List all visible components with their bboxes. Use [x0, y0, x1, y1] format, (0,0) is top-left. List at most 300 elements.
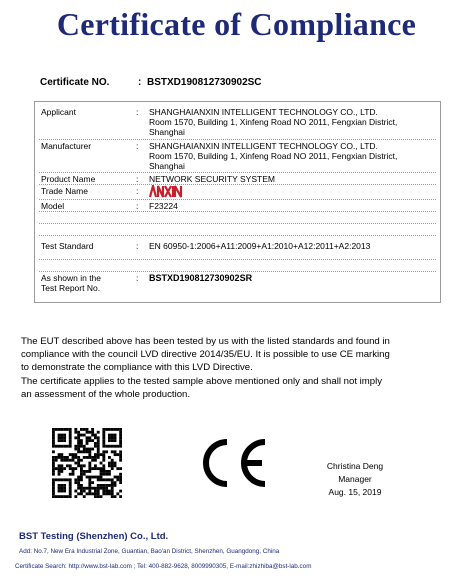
qr-module [94, 459, 97, 462]
qr-module [77, 478, 80, 481]
qr-module [86, 442, 89, 445]
qr-module [102, 473, 105, 476]
qr-module [111, 464, 114, 467]
qr-module [52, 492, 55, 495]
row-applicant [39, 106, 436, 140]
qr-module [116, 445, 119, 448]
row-colon: : [136, 241, 139, 251]
qr-module [100, 487, 103, 490]
qr-module [111, 445, 114, 448]
qr-module [114, 450, 117, 453]
qr-module [114, 434, 117, 437]
qr-module [58, 473, 61, 476]
qr-module [102, 439, 105, 442]
statement-line: compliance with the council LVD directive 2014/35/EU. It is possible to use CE marking [21, 349, 390, 361]
qr-module [100, 462, 103, 465]
qr-module [88, 453, 91, 456]
qr-module [69, 436, 72, 439]
qr-module [80, 470, 83, 473]
qr-module [60, 464, 63, 467]
qr-module [119, 467, 122, 470]
qr-module [83, 495, 86, 498]
qr-module [102, 487, 105, 490]
qr-module [111, 467, 114, 470]
qr-module [116, 478, 119, 481]
qr-module [63, 428, 66, 431]
qr-module [105, 487, 108, 490]
qr-module [100, 467, 103, 470]
qr-module [63, 490, 66, 493]
qr-module [105, 484, 108, 487]
signature-date: Aug. 15, 2019 [328, 487, 382, 497]
qr-module [97, 442, 100, 445]
qr-module [69, 484, 72, 487]
manufacturer-line: Shanghai [149, 161, 185, 171]
row-label [41, 273, 131, 293]
qr-module [63, 484, 66, 487]
qr-module [111, 450, 114, 453]
qr-module [114, 445, 117, 448]
qr-module [114, 439, 117, 442]
qr-module [52, 495, 55, 498]
trade-name-logo-mark [149, 185, 183, 198]
applicant-value [149, 107, 432, 137]
qr-module [69, 490, 72, 493]
qr-module [60, 487, 63, 490]
qr-module [100, 473, 103, 476]
qr-module [102, 434, 105, 437]
applicant-line: Shanghai [149, 127, 185, 137]
qr-module [69, 459, 72, 462]
qr-module [102, 478, 105, 481]
qr-module [94, 467, 97, 470]
qr-module [55, 445, 58, 448]
qr-module [105, 470, 108, 473]
qr-module [111, 428, 114, 431]
qr-module [58, 434, 61, 437]
qr-module [74, 495, 77, 498]
qr-module [80, 487, 83, 490]
qr-module [86, 470, 89, 473]
qr-module [100, 470, 103, 473]
qr-module [55, 456, 58, 459]
certificate-number-value: BSTXD190812730902SC [147, 77, 262, 88]
test-report-value: BSTXD190812730902SR [149, 273, 253, 283]
qr-module [94, 456, 97, 459]
qr-module [94, 453, 97, 456]
qr-module [88, 490, 91, 493]
qr-module [52, 436, 55, 439]
qr-module [97, 492, 100, 495]
qr-module [108, 490, 111, 493]
qr-module [74, 436, 77, 439]
qr-module [86, 439, 89, 442]
qr-module [77, 462, 80, 465]
certificate-number-label: Certificate NO. [40, 77, 110, 88]
product-name-value: NETWORK SECURITY SYSTEM [149, 174, 275, 184]
qr-module [102, 442, 105, 445]
row-test-standard [39, 236, 436, 260]
qr-module [77, 459, 80, 462]
qr-module [80, 439, 83, 442]
qr-module [108, 434, 111, 437]
qr-module [58, 467, 61, 470]
ce-mark-icon [196, 436, 270, 490]
qr-module [86, 487, 89, 490]
qr-module [94, 436, 97, 439]
qr-module [77, 448, 80, 451]
qr-module [119, 434, 122, 437]
row-label: Product Name [41, 174, 96, 184]
qr-module [58, 436, 61, 439]
qr-module [119, 450, 122, 453]
qr-module [60, 470, 63, 473]
qr-module [69, 439, 72, 442]
footer-contact[interactable]: Certificate Search: http://www.bst-lab.com ; Tel: 400-882-9628, 8009990305, E-mail:zhizhiba@bst-lab.com [15, 563, 312, 570]
qr-module [119, 476, 122, 479]
qr-module [58, 428, 61, 431]
qr-module [66, 478, 69, 481]
qr-module [88, 478, 91, 481]
qr-module [77, 487, 80, 490]
qr-module [97, 453, 100, 456]
qr-module [91, 481, 94, 484]
qr-module [111, 490, 114, 493]
qr-module [114, 462, 117, 465]
qr-module [114, 436, 117, 439]
qr-module [52, 470, 55, 473]
qr-module [114, 481, 117, 484]
qr-module [74, 428, 77, 431]
qr-module [94, 434, 97, 437]
qr-module [66, 428, 69, 431]
qr-module [66, 456, 69, 459]
qr-module [114, 464, 117, 467]
qr-module [97, 484, 100, 487]
statement-line: The certificate applies to the tested sample above mentioned only and shall not imply [21, 375, 383, 387]
ce-mark [196, 436, 270, 495]
qr-module [80, 467, 83, 470]
qr-module [119, 456, 122, 459]
qr-module [108, 462, 111, 465]
qr-module [94, 464, 97, 467]
qr-module [111, 459, 114, 462]
qr-module [60, 459, 63, 462]
qr-module [58, 487, 61, 490]
qr-module [119, 459, 122, 462]
qr-module [80, 428, 83, 431]
qr-module [86, 492, 89, 495]
row-label: Trade Name [41, 186, 88, 196]
qr-module [105, 478, 108, 481]
qr-module [114, 476, 117, 479]
qr-module [69, 492, 72, 495]
qr-module [52, 487, 55, 490]
qr-module [72, 459, 75, 462]
row-colon: : [136, 186, 139, 196]
statement-line: an assessment of the whole production. [21, 388, 191, 400]
qr-module [108, 445, 111, 448]
qr-module [114, 484, 117, 487]
qr-module [77, 442, 80, 445]
qr-module [72, 453, 75, 456]
qr-module [97, 450, 100, 453]
certificate-title: Certificate of Compliance [56, 6, 417, 42]
qr-module [91, 476, 94, 479]
qr-module [52, 442, 55, 445]
qr-module [77, 431, 80, 434]
qr-module [91, 428, 94, 431]
qr-module [88, 476, 91, 479]
qr-module [88, 450, 91, 453]
qr-module [86, 476, 89, 479]
qr-module [108, 478, 111, 481]
qr-module [74, 481, 77, 484]
qr-module [58, 439, 61, 442]
qr-module [83, 450, 86, 453]
qr-module [60, 428, 63, 431]
qr-module [91, 456, 94, 459]
qr-module [94, 492, 97, 495]
qr-module [58, 464, 61, 467]
qr-module [111, 487, 114, 490]
qr-module [86, 428, 89, 431]
qr-module [88, 436, 91, 439]
qr-module [80, 478, 83, 481]
qr-module [83, 428, 86, 431]
qr-module [69, 478, 72, 481]
qr-module [58, 490, 61, 493]
qr-module [86, 450, 89, 453]
qr-module [91, 467, 94, 470]
qr-module [80, 450, 83, 453]
qr-module [77, 456, 80, 459]
qr-module [69, 445, 72, 448]
statement-line: to demonstrate the compliance with this LVD Directive. [21, 362, 253, 374]
qr-module [77, 434, 80, 437]
qr-module [52, 431, 55, 434]
qr-module [74, 478, 77, 481]
qr-module [83, 445, 86, 448]
qr-module [100, 476, 103, 479]
qr-module [86, 431, 89, 434]
qr-code[interactable] [52, 428, 122, 503]
qr-module [69, 453, 72, 456]
qr-module [69, 464, 72, 467]
qr-module [69, 487, 72, 490]
qr-module [74, 456, 77, 459]
qr-module [69, 428, 72, 431]
qr-module [77, 436, 80, 439]
qr-module [88, 439, 91, 442]
qr-module [52, 445, 55, 448]
qr-module [52, 439, 55, 442]
qr-module [77, 439, 80, 442]
qr-module [102, 470, 105, 473]
qr-module [94, 487, 97, 490]
qr-module [97, 487, 100, 490]
qr-module [60, 434, 63, 437]
test-standard-value: EN 60950-1:2006+A11:2009+A1:2010+A12:2011+A2:2013 [149, 241, 371, 251]
qr-module [119, 428, 122, 431]
qr-module [102, 428, 105, 431]
trade-name-logo [149, 185, 432, 200]
compliance-statement [21, 335, 456, 401]
qr-module [119, 445, 122, 448]
qr-module [91, 434, 94, 437]
qr-module [77, 484, 80, 487]
qr-module [97, 495, 100, 498]
qr-module [77, 450, 80, 453]
qr-module [88, 448, 91, 451]
qr-module [69, 473, 72, 476]
qr-module [88, 484, 91, 487]
qr-module [74, 462, 77, 465]
qr-module [83, 470, 86, 473]
qr-module [58, 495, 61, 498]
qr-module [119, 442, 122, 445]
qr-module [52, 473, 55, 476]
qr-module [119, 490, 122, 493]
qr-module [80, 434, 83, 437]
qr-module [74, 490, 77, 493]
qr-module [100, 484, 103, 487]
qr-module [111, 495, 114, 498]
qr-module [74, 431, 77, 434]
qr-module [80, 442, 83, 445]
qr-module [88, 456, 91, 459]
qr-module [60, 445, 63, 448]
qr-module [94, 445, 97, 448]
qr-module [80, 473, 83, 476]
qr-module [114, 495, 117, 498]
qr-module [108, 470, 111, 473]
statement-line: The EUT described above has been tested by us with the listed standards and found in [21, 336, 390, 347]
qr-module [102, 467, 105, 470]
qr-module [58, 456, 61, 459]
qr-module [52, 459, 55, 462]
qr-module [52, 450, 55, 453]
qr-module [105, 445, 108, 448]
qr-module [69, 442, 72, 445]
qr-module [102, 436, 105, 439]
qr-module [80, 459, 83, 462]
qr-module [108, 484, 111, 487]
qr-module [55, 467, 58, 470]
qr-module [97, 436, 100, 439]
qr-module [72, 470, 75, 473]
qr-module [77, 476, 80, 479]
qr-module [60, 490, 63, 493]
qr-module [102, 445, 105, 448]
qr-module [63, 434, 66, 437]
row-label: Applicant [41, 107, 76, 117]
row-trade-name [39, 185, 436, 200]
applicant-line: Room 1570, Building 1, Xinfeng Road NO 2011, Fengxian District, [149, 117, 398, 127]
qr-module [94, 495, 97, 498]
qr-module [119, 436, 122, 439]
qr-module [91, 431, 94, 434]
row-blank [39, 212, 436, 224]
qr-module [97, 445, 100, 448]
signatory-title: Manager [338, 474, 372, 484]
qr-module [55, 459, 58, 462]
row-label: Manufacturer [41, 141, 92, 151]
qr-module [94, 442, 97, 445]
qr-module [111, 481, 114, 484]
qr-module [60, 436, 63, 439]
qr-module [60, 439, 63, 442]
qr-module [52, 490, 55, 493]
qr-module [80, 476, 83, 479]
qr-module [119, 473, 122, 476]
qr-module [63, 436, 66, 439]
qr-module [72, 467, 75, 470]
qr-module [66, 459, 69, 462]
qr-module [77, 464, 80, 467]
qr-module [94, 490, 97, 493]
qr-module [58, 445, 61, 448]
qr-module [97, 456, 100, 459]
row-colon: : [136, 174, 139, 184]
qr-module [74, 448, 77, 451]
qr-module [88, 481, 91, 484]
qr-module [58, 484, 61, 487]
row-blank [39, 260, 436, 272]
qr-module [52, 428, 55, 431]
qr-module [88, 470, 91, 473]
qr-module [80, 484, 83, 487]
qr-module [108, 464, 111, 467]
row-colon: : [136, 273, 139, 283]
qr-module [97, 431, 100, 434]
qr-module [86, 436, 89, 439]
qr-module [100, 478, 103, 481]
qr-module [60, 453, 63, 456]
qr-module [97, 490, 100, 493]
details-table [34, 101, 441, 303]
qr-module [52, 467, 55, 470]
qr-module [105, 490, 108, 493]
qr-module [86, 456, 89, 459]
certificate-number-colon: : [138, 77, 142, 88]
qr-module [83, 473, 86, 476]
qr-module [72, 456, 75, 459]
qr-module [108, 473, 111, 476]
qr-module [63, 478, 66, 481]
qr-module [119, 453, 122, 456]
qr-module [69, 434, 72, 437]
qr-module [55, 495, 58, 498]
qr-module [114, 453, 117, 456]
manufacturer-line: SHANGHAIANXIN INTELLIGENT TECHNOLOGY CO., LTD. [149, 141, 378, 151]
qr-module [60, 495, 63, 498]
qr-module [80, 492, 83, 495]
qr-module [100, 453, 103, 456]
qr-module [97, 467, 100, 470]
qr-module [74, 467, 77, 470]
row-label-line: As shown in the [41, 273, 102, 283]
qr-module [55, 478, 58, 481]
qr-module [111, 492, 114, 495]
qr-module [88, 462, 91, 465]
qr-module [102, 492, 105, 495]
qr-module [116, 453, 119, 456]
row-test-report [39, 272, 436, 297]
qr-module [52, 464, 55, 467]
qr-module [52, 478, 55, 481]
qr-module [63, 439, 66, 442]
